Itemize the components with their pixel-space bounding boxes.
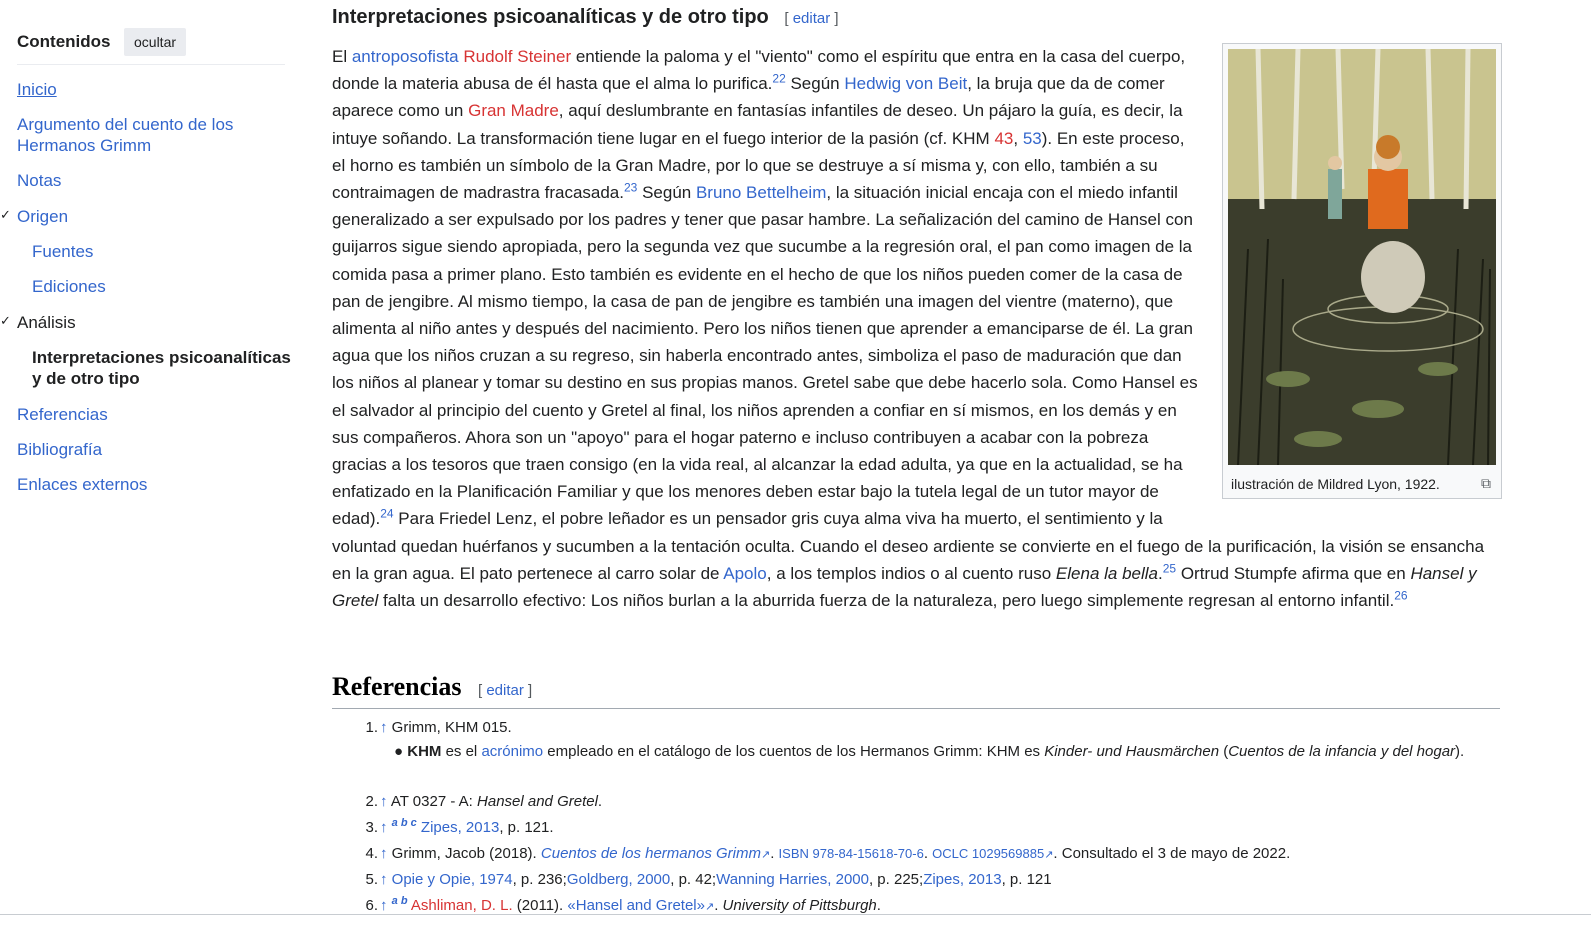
footnote-24[interactable]: 24 <box>380 506 394 521</box>
link-gran-madre[interactable]: Gran Madre <box>468 101 559 121</box>
toc-item-interpretaciones[interactable]: Interpretaciones psicoanalíticas y de otro tipo <box>32 348 291 388</box>
text: . <box>1158 563 1163 583</box>
italic-title: Elena la bella <box>1055 563 1158 583</box>
link-khm-43[interactable]: 43 <box>994 128 1014 148</box>
external-link-icon: ↗ <box>760 849 771 861</box>
link-apolo[interactable]: Apolo <box>723 563 767 583</box>
toc-item-inicio[interactable]: Inicio <box>17 80 57 99</box>
reference-item: 6. ↑ $^{a b}$ Ashliman, D. L. (2011). «Hansel and Gretel»↗. University of Pittsburgh. <box>365 895 881 914</box>
section-edit: [ editar ] <box>784 10 839 27</box>
link-goldberg[interactable]: Goldberg, 2000 <box>566 871 671 888</box>
article-paragraph <box>332 43 1502 614</box>
text: , aquí deslumbrante en fantasías infantiles de deseo. Un pájaro la guía, es decir, la intuye soñando. La transformación tiene lugar en el fuego interior de la pasión (cf. KHM <box>332 101 1183 148</box>
italic-title: Hansel y Gretel <box>332 563 1477 611</box>
link-zipes-2013[interactable]: Zipes, 2013 <box>923 871 1002 888</box>
section-title: Interpretaciones psicoanalíticas y de otro tipo <box>332 6 769 28</box>
footnote-23[interactable]: 23 <box>624 180 638 195</box>
link-isbn[interactable]: ISBN 978-84-15618-70-6 <box>778 846 924 861</box>
toc-item-referencias[interactable]: Referencias <box>17 405 108 424</box>
section-heading <box>332 6 839 29</box>
text: , la bruja que da de comer aparece como un <box>332 74 1165 121</box>
illustration-image[interactable] <box>1228 49 1496 465</box>
edit-link[interactable]: editar <box>486 682 524 699</box>
text: , <box>1013 128 1023 148</box>
footnote-22[interactable]: 22 <box>772 71 786 86</box>
text: El <box>332 47 352 66</box>
backlink-arrow: ↑ <box>380 819 388 836</box>
figure-caption: ilustración de Mildred Lyon, 1922. <box>1231 476 1440 492</box>
backlink-letters[interactable]: a b c <box>391 817 417 829</box>
text: entiende la paloma y el "viento" como el espíritu que entra en la casa del cuerpo, donde la materia abusa de él hasta que el alma lo purifica. <box>332 47 1186 94</box>
link-ashliman[interactable]: Ashliman, D. L. <box>410 897 513 914</box>
expand-check-icon[interactable]: ✓ <box>0 313 11 328</box>
link-khm-53[interactable]: 53 <box>1022 128 1042 148</box>
edit-link[interactable]: editar <box>792 10 831 27</box>
text: Según <box>637 183 696 203</box>
heading-divider <box>332 708 1500 709</box>
link-opie[interactable]: Opie y Opie, 1974 <box>391 871 513 888</box>
text: ). En este proceso, el horno es también un símbolo de la Gran Madre, por lo que se destruye a sí misma y, con ello, también a su contraimagen de madrastra fracasada. <box>332 128 1185 203</box>
reference-item: 4. ↑ Grimm, Jacob (2018). Cuentos de los hermanos Grimm↗. ISBN 978-84-15618-70-6. OCLC 1029569885↗. Consultado el 3 de mayo de 2022. <box>365 845 1291 862</box>
reference-item: 3. ↑ $^{a b c}$ Zipes, 2013, p. 121. <box>365 817 554 836</box>
window-bottom-edge <box>0 914 1591 915</box>
references-heading <box>332 672 532 702</box>
link-hansel-gretel[interactable]: «Hansel and Gretel» <box>567 897 705 914</box>
toc-hide-button[interactable]: ocultar <box>124 28 186 56</box>
enlarge-icon[interactable]: ⧉ <box>1481 475 1491 491</box>
backlink-arrow: ↑ <box>380 897 388 914</box>
link-zipes-2013[interactable]: Zipes, 2013 <box>420 819 500 836</box>
link-rudolf-steiner[interactable]: Rudolf Steiner <box>463 47 572 66</box>
reference-item: 5. ↑ Opie y Opie, 1974, p. 236;Goldberg, 2000, p. 42;Wanning Harries, 2000, p. 225;Zipes, 2013, p. 121 <box>365 871 1052 888</box>
backlink-arrow[interactable]: ↑ <box>380 845 388 862</box>
toc-item-argumento[interactable]: Argumento del cuento de los Hermanos Grimm <box>17 115 234 155</box>
reference-item: 1. ↑ Grimm, KHM 015. <box>365 719 512 736</box>
toc-item-fuentes[interactable]: Fuentes <box>32 242 94 261</box>
backlink-arrow[interactable]: ↑ <box>380 793 388 810</box>
toc-item-origen[interactable]: Origen <box>17 207 69 226</box>
references-edit: [ editar ] <box>477 682 533 699</box>
toc-item-analisis[interactable]: Análisis <box>17 313 76 332</box>
link-cuentos-grimm[interactable]: Cuentos de los hermanos Grimm <box>540 845 761 862</box>
link-bruno-bettelheim[interactable]: Bruno Bettelheim <box>695 183 827 203</box>
text: Para Friedel Lenz, el pobre leñador es un pensador gris cuya alma viva ha muerto, el sentimiento y la voluntad quedan huérfanos y sucumben a la tentación oculta. Cuando el deseo ardiente se convierte en el fuego de la purificación, la visión se ensancha en la gran agua. El pato pertenece al carro solar de <box>332 509 1485 583</box>
backlink-arrow[interactable]: ↑ <box>380 871 388 888</box>
external-link-icon: ↗ <box>704 901 715 913</box>
external-link-icon: ↗ <box>1044 849 1054 861</box>
reference-item: 2. ↑ AT 0327 - A: Hansel and Gretel. <box>365 793 603 810</box>
toc-title: Contenidos <box>17 32 111 51</box>
text: Ortrud Stumpfe afirma que en <box>1176 563 1411 583</box>
thumbnail-figure[interactable] <box>1222 43 1502 499</box>
link-hedwig-von-beit[interactable]: Hedwig von Beit <box>844 74 968 94</box>
link-oclc[interactable]: OCLC 1029569885 <box>932 846 1045 861</box>
toc-item-bibliografia[interactable]: Bibliografía <box>17 440 103 459</box>
backlink-letters[interactable]: a b <box>391 895 408 907</box>
link-antroposofista[interactable]: antroposofista <box>351 47 459 66</box>
backlink-arrow[interactable]: ↑ <box>380 719 388 736</box>
text: Según <box>785 74 845 94</box>
expand-check-icon[interactable]: ✓ <box>0 207 11 222</box>
references-title: Referencias <box>332 672 462 701</box>
link-acronimo[interactable]: acrónimo <box>481 743 544 760</box>
text: falta un desarrollo efectivo: Los niños burlan a la aburrida fuerza de la naturaleza, pero luego simplemente regresan al entorno infantil. <box>378 591 1395 611</box>
text: , a los templos indios o al cuento ruso <box>766 563 1056 583</box>
footnote-25[interactable]: 25 <box>1162 561 1177 576</box>
toc-item-ediciones[interactable]: Ediciones <box>32 277 106 296</box>
footnote-26[interactable]: 26 <box>1394 588 1408 603</box>
toc-item-notas[interactable]: Notas <box>17 171 62 190</box>
link-wanning-harries[interactable]: Wanning Harries, 2000 <box>716 871 869 888</box>
toc-header <box>17 28 285 65</box>
reference-subnote: ● KHM es el acrónimo empleado en el catálogo de los cuentos de los Hermanos Grimm: KHM es Kinder- und Hausmärchen (Cuentos de la infancia y del hogar). <box>394 743 1465 760</box>
toc-item-enlaces-externos[interactable]: Enlaces externos <box>17 475 148 494</box>
text: , la situación inicial encaja con el miedo infantil generalizado a ser expulsado por los padres y tener que pasar hambre. La señalización del camino de Hansel con guijarros sigue siendo apropiada, pero la segunda vez que sucumbe a la regresión oral, el pan como imagen de la comida pasa a primer plano. Esto también es evidente en el hecho de que los niños pueden comer de la casa de pan de jengibre. Al mismo tiempo, la casa de pan de jengibre es también una imagen del vientre (materno), que alimenta al niño antes y después del nacimiento. Pero los niños tienen que aprender a emanciparse de él. La gran agua que los niños cruzan a su regreso, sin haberla encontrado antes, simboliza el paso de maduración que dan los niños al planear y tomar su destino en sus propias manos. Gretel sabe que debe hacerlo sola. Como Hansel es el salvador al principio del cuento y Gretel al final, los niños aprenden a confiar en sí mismos, en los demás y en sus compañeros. Ahora son un "apoyo" para el hogar paterno e incluso contribuyen a acabar con la pobreza gracias a los tesoros que traen consigo (en la vida real, al alcanzar la edad adulta, ya que en la actualidad, se ha enfatizado en la Planificación Familiar y que los menores deben estar bajo la tutela legal de un tutor mayor de edad). <box>332 183 1198 529</box>
